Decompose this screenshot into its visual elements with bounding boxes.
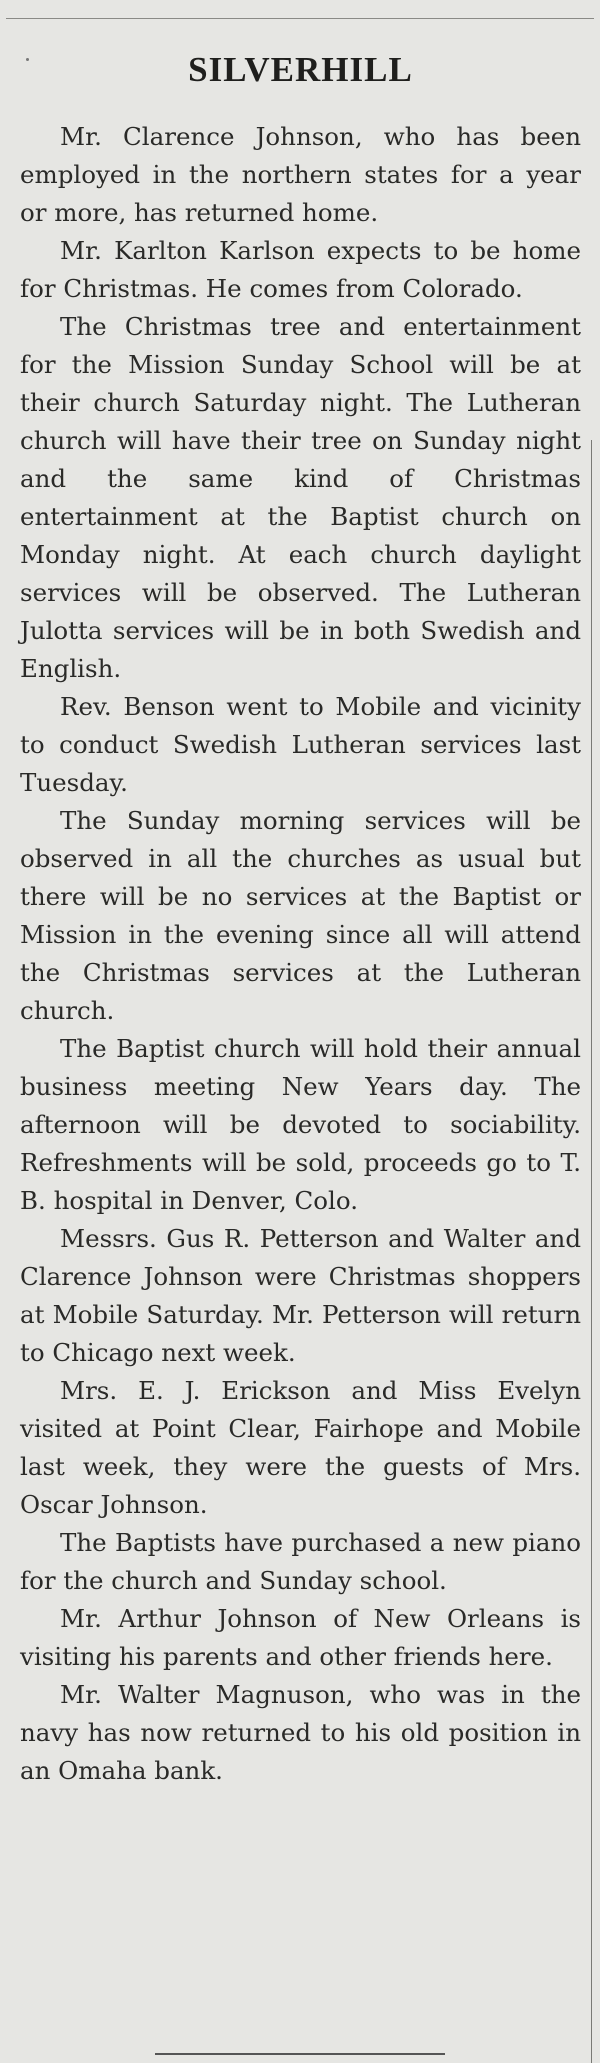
- paragraph: The Baptists have purchased a new piano for the church and Sunday school.: [20, 1528, 581, 1595]
- paragraph: Mr. Karlton Karlson expects to be home for Christmas. He comes from Colorado.: [20, 236, 581, 303]
- paragraph: Mr. Walter Magnuson, who was in the navy has now returned to his old position in an Omaha bank.: [20, 1680, 581, 1785]
- paragraph: Messrs. Gus R. Petterson and Walter and Clarence Johnson were Christmas shoppers at Mobile Saturday. Mr. Petterson will return to Chicago next week.: [20, 1224, 581, 1367]
- paragraph: Mr. Clarence Johnson, who has been employed in the northern states for a year or more, has returned home.: [20, 122, 581, 227]
- article-headline: SILVERHILL: [188, 50, 413, 89]
- paragraph: Rev. Benson went to Mobile and vicinity to conduct Swedish Lutheran services last Tuesday.: [20, 692, 581, 797]
- news-article: [20, 24, 581, 1790]
- column-rule: [591, 440, 592, 2063]
- paragraph: The Christmas tree and entertainment for the Mission Sunday School will be at their church Saturday night. The Lutheran church will have their tree on Sunday night and the same kind of Christmas entertainment at the Baptist church on Monday night. At each church daylight services will be observed. The Lutheran Julotta services will be in both Swedish and English.: [20, 312, 581, 683]
- paragraph: The Baptist church will hold their annual business meeting New Years day. The afternoon will be devoted to sociability. Refreshments will be sold, proceeds go to T. B. hospital in Denver, Colo.: [20, 1034, 581, 1215]
- paragraph: The Sunday morning services will be observed in all the churches as usual but there will be no services at the Baptist or Mission in the evening since all will attend the Christmas services at the Lutheran church.: [20, 806, 581, 1025]
- bottom-rule: [155, 2053, 445, 2055]
- top-rule: [6, 18, 594, 19]
- paragraph: Mr. Arthur Johnson of New Orleans is visiting his parents and other friends here.: [20, 1604, 581, 1671]
- paragraph: Mrs. E. J. Erickson and Miss Evelyn visited at Point Clear, Fairhope and Mobile last week, they were the guests of Mrs. Oscar Johnson.: [20, 1376, 581, 1519]
